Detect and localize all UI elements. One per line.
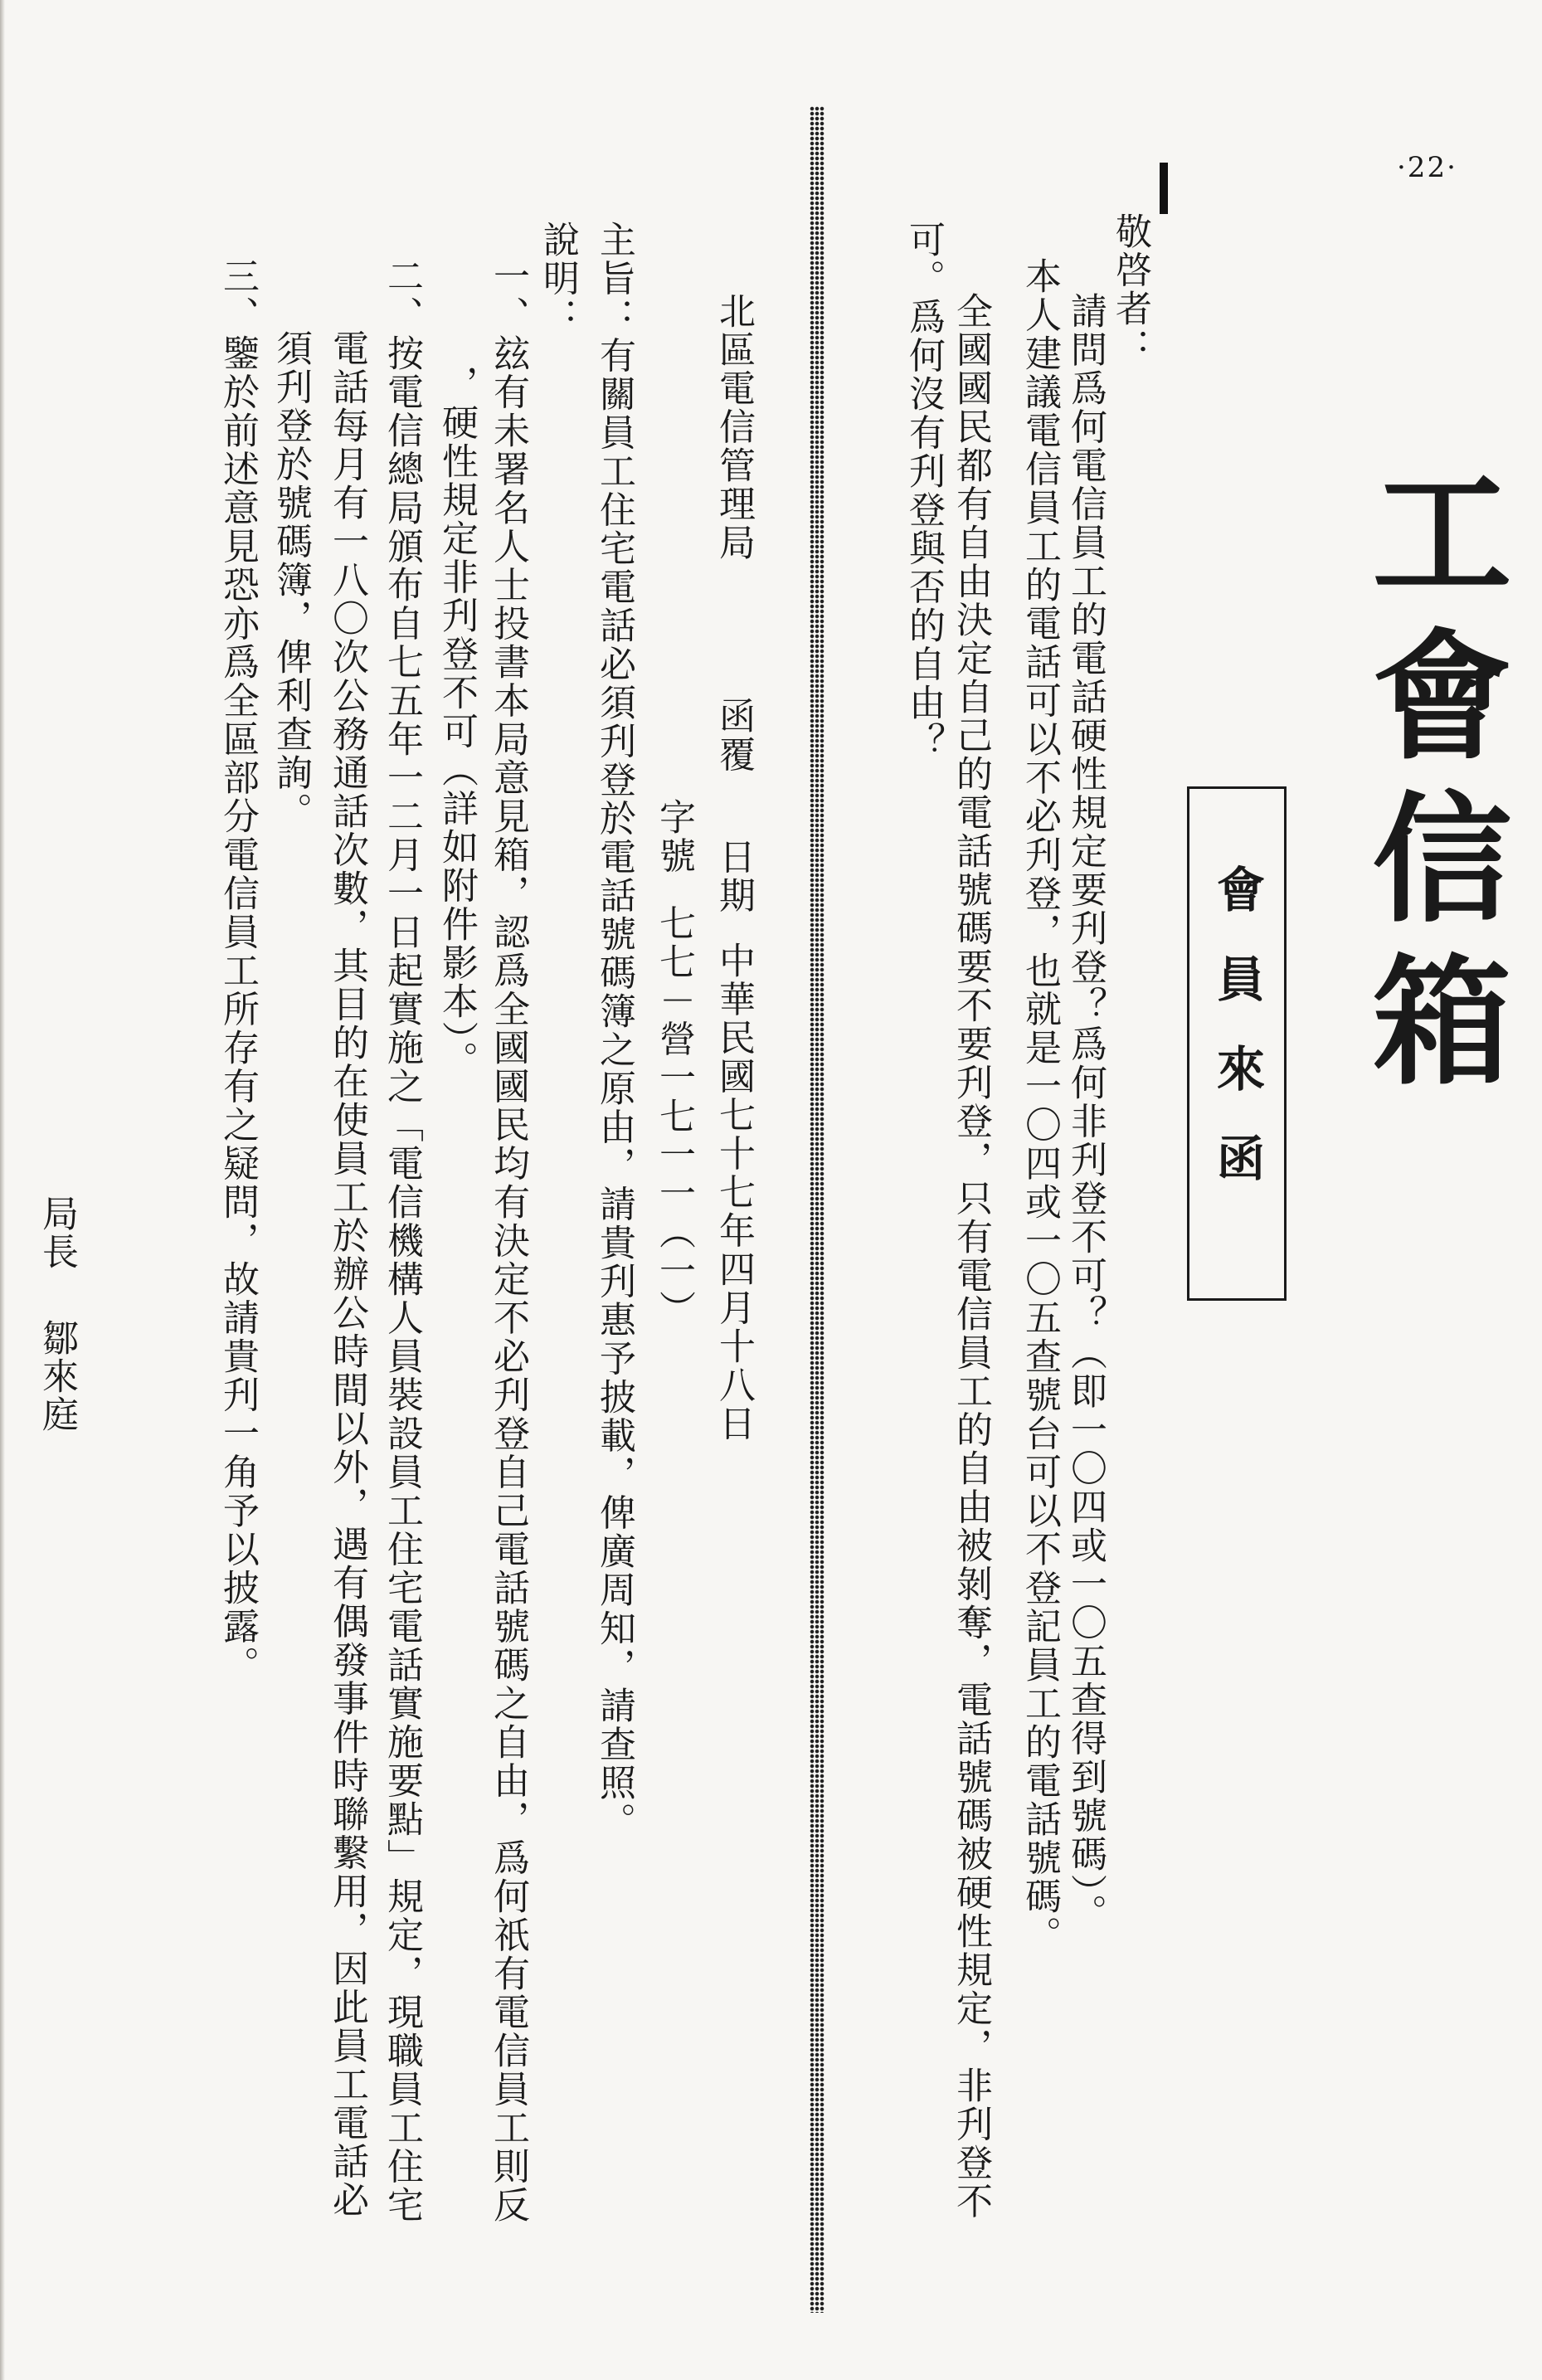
notice-item: ，硬性規定非刋登不可（詳如附件影本）。 (435, 365, 478, 1080)
section-label-box (1187, 786, 1287, 1301)
letter-line: 本人建議電信員工的電話可以不必刋登，也就是一〇四或一〇五查號台可以不登記員工的電話號碼。 (1019, 257, 1061, 1954)
notice-item: 三、鑒於前述意見恐亦爲全區部分電信員工所存有之疑問，故請貴刋一角予以披露。 (216, 257, 259, 1685)
notice-ref-label: 字號 (653, 798, 695, 875)
notice-item: 電話每月有一八〇次公務通話次數，其目的在使員工於辦公時間以外，遇有偶發事件時聯繫用，因此員工電話必 (326, 329, 368, 2220)
column-divider (810, 106, 825, 2313)
notice-subject: 主旨：有關員工住宅電話必須刋登於電話號碼簿之原由，請貴刋惠予披載，俾廣周知，請查照。 (593, 221, 635, 1841)
letter-line: 可。爲何沒有刋登與否的自由？ (902, 221, 945, 761)
letter-line: 全國國民都有自由決定自己的電話號碼要不要刋登，只有電信員工的自由被剝奪，電話號碼被硬性規定，非刋登不 (950, 292, 992, 2221)
section-label: 會員來函 (1209, 864, 1265, 1223)
signature-name: 鄒來庭 (36, 1319, 78, 1433)
notice-item: 二、按電信總局頒布自七五年一二月一日起實施之「電信機構人員裝設員工住宅電話實施要點」規定，現職員工住宅 (381, 257, 423, 2225)
notice-item: 一、玆有未署名人士投書本局意見箱，認爲全國國民均有決定不必刋登自己電話號碼之自由，爲何祇有電信員工則反 (487, 257, 529, 2225)
notice-date-label: 日期 (713, 838, 755, 915)
notice-explanation-label: 說明： (537, 221, 579, 337)
notice-date-value: 中華民國七十七年四月十八日 (713, 942, 755, 1443)
notice-ref-value: 七七－營一七一一（一） (653, 904, 695, 1329)
page-edge (0, 0, 5, 2380)
notice-reply-type: 函覆 (713, 697, 755, 774)
letter-line: 請問爲何電信員工的電話硬性規定要刋登？爲何非刋登不可？（即一〇四或一〇五查得到號碼）。 (1064, 292, 1107, 1933)
page-title: 工會信箱 (1350, 460, 1512, 1111)
notice-org: 北區電信管理局 (713, 292, 755, 562)
notice-item: 須刋登於號碼簿，俾利查詢。 (270, 329, 312, 831)
margin-mark (1160, 163, 1168, 214)
page-number: ·22· (1397, 151, 1457, 184)
letter-salutation: 敬啓者： (1109, 212, 1151, 367)
signature-title: 局長 (36, 1195, 78, 1271)
